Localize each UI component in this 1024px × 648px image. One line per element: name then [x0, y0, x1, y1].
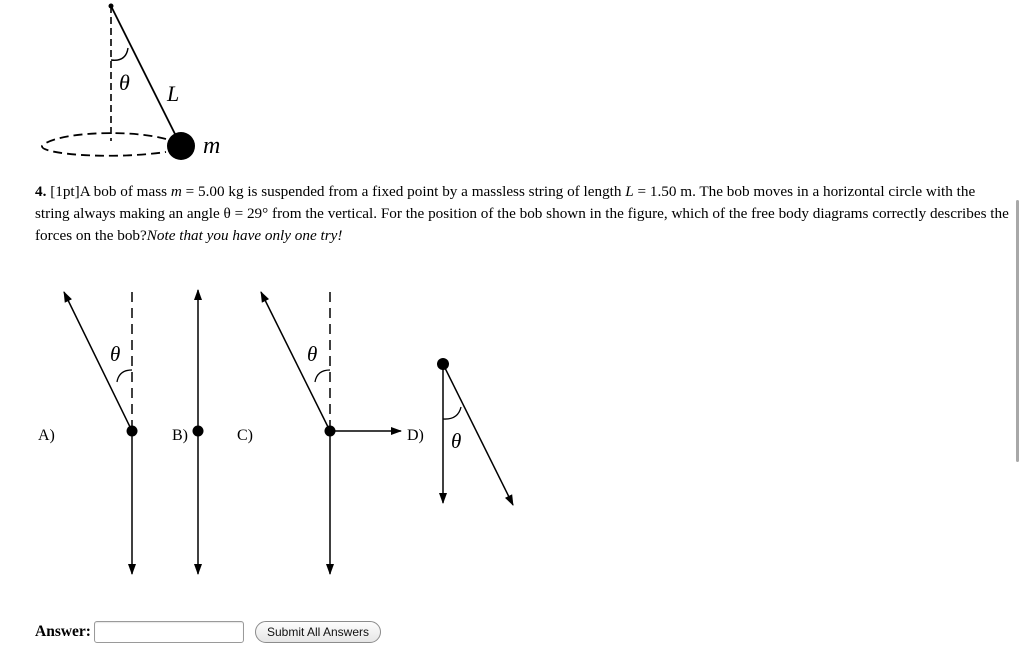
diagram-c-bob: [325, 426, 336, 437]
diagram-c-tension-arrow: [261, 292, 330, 431]
diagram-d-point: [437, 358, 449, 370]
diagram-d-angle-arc: [443, 407, 461, 419]
answer-input[interactable]: [94, 621, 244, 643]
option-d-label: D): [407, 427, 424, 444]
mass-label: m: [203, 133, 221, 159]
option-b-label: B): [172, 427, 188, 444]
diagram-a-bob: [127, 426, 138, 437]
diagram-a: [64, 292, 138, 574]
diagram-a-tension-arrow: [64, 292, 132, 431]
diagram-b-bob: [193, 426, 204, 437]
question-text-part2: = 5.00 kg is suspended from a fixed point by a massless string of length: [181, 183, 626, 200]
length-label: L: [167, 81, 180, 106]
diagram-d: [437, 358, 513, 505]
submit-all-answers-button[interactable]: Submit All Answers: [255, 621, 381, 643]
diagram-c-theta-label: θ: [307, 342, 318, 366]
scrollbar[interactable]: [1016, 200, 1019, 462]
diagram-c-angle-arc: [315, 370, 330, 382]
diagram-a-angle-arc: [117, 370, 132, 382]
question-points: [1pt]: [50, 183, 80, 200]
answer-label: Answer:: [35, 623, 91, 640]
question-note: Note that you have only one try!: [146, 227, 343, 244]
mass-symbol: m: [170, 183, 182, 200]
option-c-label: C): [237, 427, 253, 444]
question-text-part3: = 1.50 m. The bob moves in a horizontal circle with the string always making an angle θ = 29° from the vertical. For the position of the bob shown in the figure, which of the free body diagrams correctly describes the forces on the bob?: [35, 183, 1009, 244]
answer-row: [35, 620, 381, 644]
theta-label: θ: [119, 70, 130, 95]
option-a-label: A): [38, 427, 55, 444]
question-number: 4.: [35, 183, 47, 200]
diagram-b: [193, 290, 204, 574]
question-text-part1: A bob of mass: [79, 183, 171, 200]
diagram-d-theta-label: θ: [451, 429, 462, 453]
diagram-c: [261, 292, 401, 574]
diagram-a-theta-label: θ: [110, 342, 121, 366]
length-symbol: L: [625, 183, 634, 200]
